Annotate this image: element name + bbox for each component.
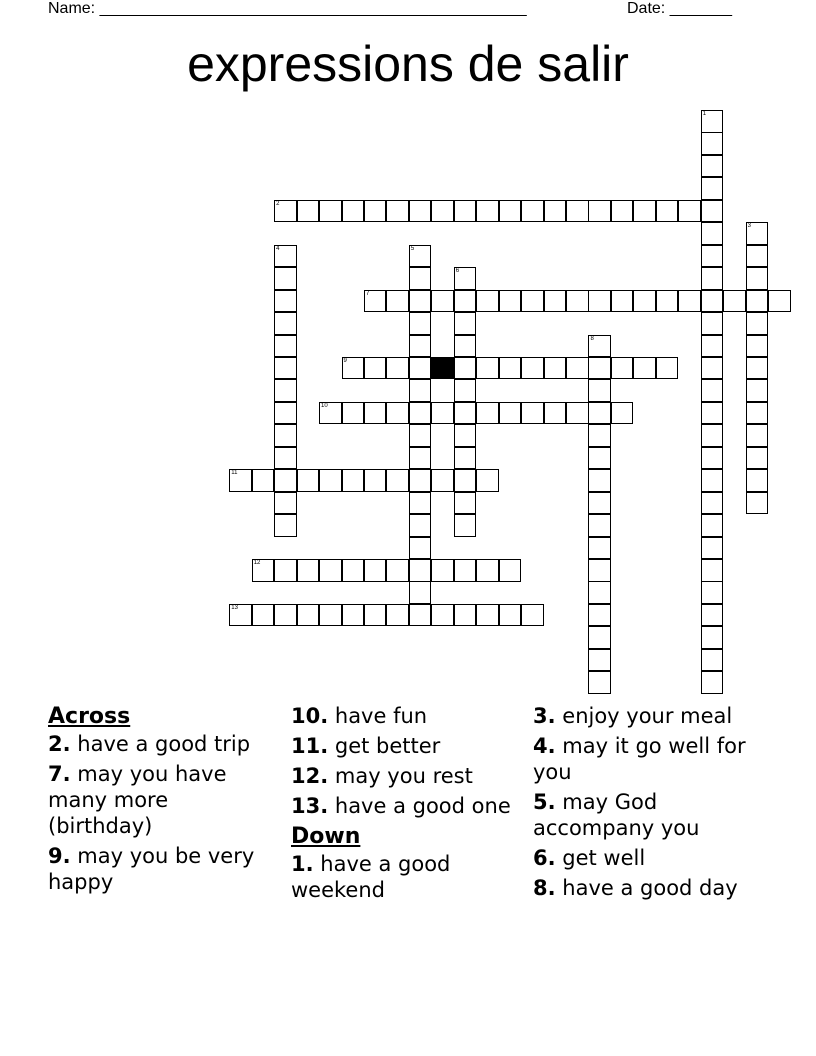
clue-item (48, 731, 278, 757)
grid-cell[interactable] (611, 357, 634, 380)
grid-cell[interactable] (746, 222, 769, 245)
grid-cell[interactable] (409, 200, 432, 223)
grid-cell[interactable] (588, 649, 611, 672)
grid-cell[interactable] (274, 559, 297, 582)
grid-cell[interactable] (746, 357, 769, 380)
grid-cell[interactable] (521, 402, 544, 425)
grid-cell[interactable] (701, 177, 724, 200)
date-field-label: Date: _______ (627, 0, 732, 17)
grid-cell[interactable] (454, 335, 477, 358)
grid-cell[interactable] (342, 357, 365, 380)
grid-cell[interactable] (409, 492, 432, 515)
grid-cell[interactable] (409, 581, 432, 604)
grid-cell[interactable] (274, 447, 297, 470)
grid-cell[interactable] (701, 626, 724, 649)
grid-cell[interactable] (611, 290, 634, 313)
grid-cell[interactable] (319, 200, 342, 223)
grid-cell[interactable] (476, 604, 499, 627)
grid-cell[interactable] (701, 559, 724, 582)
clue-number-label: 6 (455, 268, 460, 275)
across-heading: Across (48, 704, 131, 729)
grid-cell[interactable] (454, 402, 477, 425)
grid-cell[interactable] (701, 357, 724, 380)
clue-item (533, 703, 763, 729)
clues-column-1 (48, 703, 278, 899)
grid-cell[interactable] (746, 245, 769, 268)
grid-cell[interactable] (409, 559, 432, 582)
clues-column-2 (291, 703, 521, 907)
grid-cell[interactable] (588, 626, 611, 649)
grid-cell[interactable] (454, 200, 477, 223)
grid-cell[interactable] (746, 469, 769, 492)
grid-cell[interactable] (521, 290, 544, 313)
grid-cell[interactable] (274, 402, 297, 425)
clue-number-label: 4 (276, 245, 280, 252)
grid-cell[interactable] (342, 200, 365, 223)
grid-cell[interactable] (297, 469, 320, 492)
grid-cell[interactable] (701, 245, 724, 268)
grid-cell[interactable] (588, 671, 611, 694)
grid-cell[interactable] (499, 604, 522, 627)
grid-cell[interactable] (454, 267, 477, 290)
grid-cell[interactable] (431, 559, 454, 582)
grid-cell[interactable] (701, 649, 724, 672)
grid-cell[interactable] (409, 447, 432, 470)
grid-cell[interactable] (521, 604, 544, 627)
clue-item (533, 875, 763, 901)
grid-cell[interactable] (409, 424, 432, 447)
grid-cell[interactable] (499, 559, 522, 582)
clue-number-label: 9 (343, 357, 347, 364)
grid-cell[interactable] (274, 290, 297, 313)
grid-cell[interactable] (633, 200, 656, 223)
grid-cell[interactable] (319, 402, 342, 425)
grid-cell[interactable] (701, 267, 724, 290)
grid-cell[interactable] (252, 559, 275, 582)
clue-number: 3. (533, 704, 556, 728)
grid-cell[interactable] (476, 200, 499, 223)
clue-number: 7. (48, 762, 71, 786)
grid-cell[interactable] (364, 604, 387, 627)
grid-cell[interactable] (274, 492, 297, 515)
clue-item (48, 843, 278, 895)
page-title: expressions de salir (187, 36, 629, 92)
grid-cell[interactable] (431, 469, 454, 492)
clues-column-3 (533, 703, 763, 905)
grid-cell[interactable] (297, 559, 320, 582)
grid-cell[interactable] (701, 581, 724, 604)
clue-number: 5. (533, 790, 556, 814)
clue-number: 10. (291, 704, 329, 728)
grid-cell[interactable] (274, 335, 297, 358)
clue-text: get well (555, 846, 646, 870)
grid-cell[interactable] (701, 222, 724, 245)
grid-cell[interactable] (588, 447, 611, 470)
grid-cell[interactable] (544, 402, 567, 425)
grid-cell[interactable] (364, 290, 387, 313)
clue-number-label: 10 (321, 402, 328, 409)
grid-cell[interactable] (274, 604, 297, 627)
grid-cell[interactable] (566, 200, 589, 223)
grid-cell[interactable] (229, 469, 252, 492)
grid-cell[interactable] (701, 200, 724, 223)
clue-text: may you be very happy (48, 844, 255, 894)
grid-cell[interactable] (252, 604, 275, 627)
clue-number: 11. (291, 734, 329, 758)
grid-cell[interactable] (386, 604, 409, 627)
clue-number-label: 8 (590, 335, 594, 342)
clue-number-label: 7 (365, 290, 370, 297)
grid-cell[interactable] (544, 290, 567, 313)
grid-cell[interactable] (588, 290, 611, 313)
clue-number-label: 5 (410, 245, 415, 252)
grid-cell[interactable] (431, 604, 454, 627)
clue-text: have a good day (555, 876, 738, 900)
grid-cell[interactable] (656, 290, 679, 313)
grid-cell[interactable] (297, 200, 320, 223)
clue-number: 2. (48, 732, 71, 756)
grid-cell[interactable] (454, 290, 477, 313)
grid-cell[interactable] (701, 604, 724, 627)
grid-cell[interactable] (588, 559, 611, 582)
grid-cell[interactable] (454, 559, 477, 582)
grid-cell[interactable] (588, 514, 611, 537)
grid-cell[interactable] (633, 357, 656, 380)
grid-cell[interactable] (297, 604, 320, 627)
grid-cell[interactable] (386, 357, 409, 380)
clue-number: 9. (48, 844, 71, 868)
grid-cell[interactable] (701, 335, 724, 358)
black-cell (431, 357, 454, 380)
grid-cell[interactable] (274, 469, 297, 492)
grid-cell[interactable] (342, 402, 365, 425)
grid-cell[interactable] (431, 402, 454, 425)
grid-cell[interactable] (611, 402, 634, 425)
grid-cell[interactable] (746, 379, 769, 402)
grid-cell[interactable] (678, 290, 701, 313)
clue-number-label: 2 (276, 200, 280, 207)
grid-cell[interactable] (588, 492, 611, 515)
grid-cell[interactable] (364, 357, 387, 380)
grid-cell[interactable] (588, 402, 611, 425)
grid-cell[interactable] (476, 559, 499, 582)
grid-cell[interactable] (252, 469, 275, 492)
grid-cell[interactable] (588, 537, 611, 560)
grid-cell[interactable] (274, 379, 297, 402)
clue-text: may you rest (328, 764, 473, 788)
clue-number: 6. (533, 846, 556, 870)
grid-cell[interactable] (409, 335, 432, 358)
clue-item (291, 793, 521, 819)
grid-cell[interactable] (701, 537, 724, 560)
grid-cell[interactable] (409, 604, 432, 627)
grid-cell[interactable] (409, 312, 432, 335)
grid-cell[interactable] (409, 357, 432, 380)
grid-cell[interactable] (386, 559, 409, 582)
grid-cell[interactable] (521, 200, 544, 223)
grid-cell[interactable] (386, 290, 409, 313)
grid-cell[interactable] (633, 290, 656, 313)
grid-cell[interactable] (521, 357, 544, 380)
grid-cell[interactable] (274, 357, 297, 380)
grid-cell[interactable] (454, 424, 477, 447)
grid-cell[interactable] (768, 290, 791, 313)
clue-number: 1. (291, 852, 314, 876)
across-clue-list (48, 731, 278, 895)
grid-cell[interactable] (274, 245, 297, 268)
grid-cell[interactable] (588, 357, 611, 380)
grid-cell[interactable] (342, 604, 365, 627)
grid-cell[interactable] (701, 447, 724, 470)
down-heading: Down (291, 824, 361, 849)
grid-cell[interactable] (746, 312, 769, 335)
grid-cell[interactable] (409, 514, 432, 537)
grid-cell[interactable] (476, 402, 499, 425)
grid-cell[interactable] (386, 469, 409, 492)
clue-number-label: 11 (231, 470, 238, 477)
grid-cell[interactable] (566, 290, 589, 313)
grid-cell[interactable] (499, 357, 522, 380)
grid-cell[interactable] (588, 469, 611, 492)
grid-cell[interactable] (499, 200, 522, 223)
clue-number-label: 13 (231, 604, 238, 611)
clue-item (291, 733, 521, 759)
grid-cell[interactable] (701, 424, 724, 447)
grid-cell[interactable] (274, 267, 297, 290)
clue-number-label: 3 (747, 223, 751, 230)
grid-cell[interactable] (701, 514, 724, 537)
clue-number-label: 12 (253, 560, 261, 566)
grid-cell[interactable] (342, 469, 365, 492)
clue-text: get better (328, 734, 441, 758)
grid-cell[interactable] (364, 469, 387, 492)
grid-cell[interactable] (274, 312, 297, 335)
clue-text: may you have many more (birthday) (48, 762, 227, 838)
grid-cell[interactable] (409, 290, 432, 313)
clue-item (291, 763, 521, 789)
grid-cell[interactable] (476, 357, 499, 380)
grid-cell[interactable] (746, 402, 769, 425)
grid-cell[interactable] (454, 447, 477, 470)
grid-cell[interactable] (454, 379, 477, 402)
grid-cell[interactable] (454, 469, 477, 492)
clue-item (48, 761, 278, 839)
grid-cell[interactable] (386, 200, 409, 223)
grid-cell[interactable] (454, 604, 477, 627)
clue-item (533, 733, 763, 785)
grid-cell[interactable] (588, 335, 611, 358)
clue-text: may God accompany you (533, 790, 700, 840)
grid-cell[interactable] (588, 581, 611, 604)
clue-number: 13. (291, 794, 329, 818)
clue-text: may it go well for you (533, 734, 746, 784)
grid-cell[interactable] (746, 267, 769, 290)
clue-number: 8. (533, 876, 556, 900)
grid-cell[interactable] (386, 402, 409, 425)
clue-number-label: 1 (702, 111, 707, 117)
grid-cell[interactable] (409, 537, 432, 560)
grid-cell[interactable] (701, 379, 724, 402)
grid-cell[interactable] (566, 357, 589, 380)
clue-text: have a good weekend (291, 852, 451, 902)
grid-cell[interactable] (342, 559, 365, 582)
grid-cell[interactable] (701, 312, 724, 335)
clue-number: 4. (533, 734, 556, 758)
grid-cell[interactable] (611, 200, 634, 223)
grid-cell[interactable] (229, 604, 252, 627)
grid-cell[interactable] (701, 469, 724, 492)
grid-cell[interactable] (701, 110, 724, 133)
grid-cell[interactable] (476, 469, 499, 492)
grid-cell[interactable] (499, 402, 522, 425)
grid-cell[interactable] (746, 447, 769, 470)
grid-cell[interactable] (588, 424, 611, 447)
clue-text: enjoy your meal (555, 704, 733, 728)
grid-cell[interactable] (701, 671, 724, 694)
grid-cell[interactable] (454, 514, 477, 537)
grid-cell[interactable] (701, 290, 724, 313)
grid-cell[interactable] (499, 290, 522, 313)
grid-cell[interactable] (701, 155, 724, 178)
grid-cell[interactable] (431, 200, 454, 223)
grid-cell[interactable] (454, 312, 477, 335)
clue-number: 12. (291, 764, 329, 788)
grid-cell[interactable] (274, 514, 297, 537)
grid-cell[interactable] (409, 245, 432, 268)
grid-cell[interactable] (656, 357, 679, 380)
clue-item (291, 851, 521, 903)
grid-cell[interactable] (409, 402, 432, 425)
grid-cell[interactable] (746, 492, 769, 515)
grid-cell[interactable] (588, 200, 611, 223)
grid-cell[interactable] (409, 267, 432, 290)
grid-cell[interactable] (431, 290, 454, 313)
grid-cell[interactable] (701, 402, 724, 425)
grid-cell[interactable] (364, 402, 387, 425)
grid-cell[interactable] (678, 200, 701, 223)
grid-cell[interactable] (701, 492, 724, 515)
grid-cell[interactable] (544, 200, 567, 223)
grid-cell[interactable] (454, 357, 477, 380)
grid-cell[interactable] (656, 200, 679, 223)
grid-cell[interactable] (476, 290, 499, 313)
grid-cell[interactable] (723, 290, 746, 313)
name-field-label: Name: ________________________________________________ (48, 0, 527, 17)
grid-cell[interactable] (274, 200, 297, 223)
grid-cell[interactable] (409, 469, 432, 492)
clue-text: have a good trip (70, 732, 251, 756)
grid-cell[interactable] (701, 132, 724, 155)
grid-cell[interactable] (319, 604, 342, 627)
grid-cell[interactable] (364, 200, 387, 223)
grid-cell[interactable] (544, 357, 567, 380)
clue-item (291, 703, 521, 729)
clue-text: have fun (328, 704, 428, 728)
grid-cell[interactable] (454, 492, 477, 515)
clue-item (533, 845, 763, 871)
grid-cell[interactable] (588, 604, 611, 627)
grid-cell[interactable] (319, 559, 342, 582)
grid-cell[interactable] (746, 290, 769, 313)
grid-cell[interactable] (746, 335, 769, 358)
grid-cell[interactable] (409, 379, 432, 402)
grid-cell[interactable] (319, 469, 342, 492)
clue-text: have a good one (328, 794, 511, 818)
clue-item (533, 789, 763, 841)
grid-cell[interactable] (566, 402, 589, 425)
grid-cell[interactable] (746, 424, 769, 447)
grid-cell[interactable] (364, 559, 387, 582)
grid-cell[interactable] (274, 424, 297, 447)
grid-cell[interactable] (588, 379, 611, 402)
